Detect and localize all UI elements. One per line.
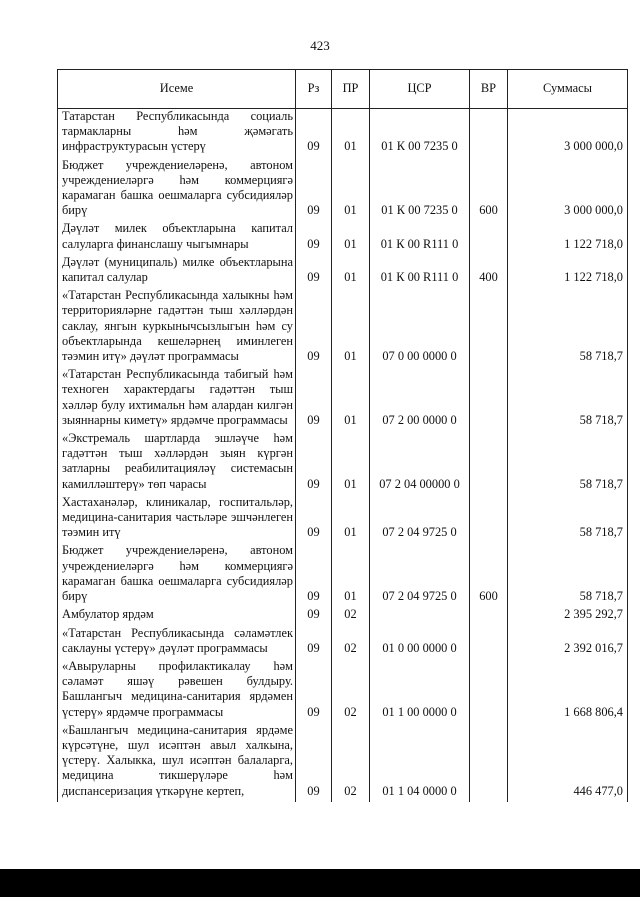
row-csr: 01 1 00 0000 0: [370, 659, 470, 723]
row-pr: 01: [332, 221, 370, 254]
row-rz: 09: [296, 221, 332, 254]
row-csr: 07 2 04 9725 0: [370, 495, 470, 544]
row-pr: 02: [332, 626, 370, 659]
table-body: [58, 109, 628, 802]
table-row: [58, 288, 628, 367]
row-pr: 01: [332, 431, 370, 495]
row-pr: 02: [332, 659, 370, 723]
budget-table: [57, 69, 628, 802]
row-csr: 07 0 00 0000 0: [370, 288, 470, 367]
header-pr: ПР: [332, 70, 370, 109]
row-vr: [470, 495, 508, 544]
table-row: [58, 607, 628, 625]
table-row: [58, 723, 628, 802]
row-vr: [470, 221, 508, 254]
row-vr: [470, 626, 508, 659]
row-csr: 07 2 04 9725 0: [370, 543, 470, 607]
table-row: [58, 221, 628, 254]
row-rz: 09: [296, 109, 332, 158]
row-name: Дәүләт (муниципаль) милке объектларына капитал салулар: [58, 255, 296, 288]
row-vr: 400: [470, 255, 508, 288]
row-sum: 1 668 806,4: [508, 659, 628, 723]
row-csr: 01 0 00 0000 0: [370, 626, 470, 659]
row-csr: 07 2 00 0000 0: [370, 367, 470, 431]
header-csr: ЦСР: [370, 70, 470, 109]
header-rz: Рз: [296, 70, 332, 109]
row-name: «Татарстан Республикасында халыкны һәм территорияләрне гадәттән тыш хәлләрдән саклау, янгын куркынычсызлыгын һәм су объектларында кешеләрнең иминлеген тәэмин итү» дәүләт программасы: [58, 288, 296, 367]
row-pr: 01: [332, 367, 370, 431]
row-csr: [370, 607, 470, 625]
row-rz: 09: [296, 607, 332, 625]
table-row: [58, 543, 628, 607]
row-pr: 01: [332, 109, 370, 158]
row-pr: 01: [332, 543, 370, 607]
row-name: «Авыруларны профилактикалау һәм сәламәт яшәү рәвешен булдыру. Башлангыч медицина-санитария ярдәмен үстерү» ярдәмче программасы: [58, 659, 296, 723]
row-sum: 58 718,7: [508, 288, 628, 367]
row-sum: 3 000 000,0: [508, 109, 628, 158]
row-vr: [470, 607, 508, 625]
row-sum: 58 718,7: [508, 495, 628, 544]
row-sum: 2 392 016,7: [508, 626, 628, 659]
row-csr: 01 К 00 R111 0: [370, 221, 470, 254]
row-vr: [470, 659, 508, 723]
table-row: [58, 158, 628, 222]
row-sum: 3 000 000,0: [508, 158, 628, 222]
header-sum: Суммасы: [508, 70, 628, 109]
row-name: «Башлангыч медицина-санитария ярдәме күрсәтүне, шул исәптән авыл халкына, үстерү. Халыкка, шул исәптән балаларга, медицина тикшерүләре һәм диспансеризация үткәрүне кертеп,: [58, 723, 296, 802]
row-csr: 01 К 00 R111 0: [370, 255, 470, 288]
row-pr: 02: [332, 607, 370, 625]
row-name: Татарстан Республикасында социаль тармакларны һәм җәмәгать инфраструктурасын үстерү: [58, 109, 296, 158]
table-header-row: [58, 70, 628, 109]
table-row: [58, 109, 628, 158]
row-pr: 01: [332, 255, 370, 288]
table-row: [58, 367, 628, 431]
row-vr: [470, 109, 508, 158]
row-pr: 01: [332, 495, 370, 544]
row-name: Бюджет учреждениеләренә, автоном учреждениеләргә һәм коммерциягә карамаган башка оешмаларга субсидияләр бирү: [58, 158, 296, 222]
scan-bottom-border: [0, 869, 640, 897]
row-rz: 09: [296, 288, 332, 367]
header-name: Исеме: [58, 70, 296, 109]
row-csr: 01 К 00 7235 0: [370, 158, 470, 222]
row-csr: 07 2 04 00000 0: [370, 431, 470, 495]
row-vr: [470, 431, 508, 495]
row-rz: 09: [296, 367, 332, 431]
table-row: [58, 255, 628, 288]
row-sum: 1 122 718,0: [508, 221, 628, 254]
row-sum: 58 718,7: [508, 367, 628, 431]
row-sum: 58 718,7: [508, 543, 628, 607]
row-name: Дәүләт милек объектларына капитал салуларга финанслашу чыгымнары: [58, 221, 296, 254]
row-pr: 02: [332, 723, 370, 802]
row-name: Хастаханәләр, клиникалар, госпитальләр, медицина-санитария частьләре эшчәнлеген тәэмин итү: [58, 495, 296, 544]
table-row: [58, 626, 628, 659]
row-sum: 446 477,0: [508, 723, 628, 802]
table-row: [58, 431, 628, 495]
row-sum: 1 122 718,0: [508, 255, 628, 288]
page-number: 423: [310, 38, 330, 53]
row-rz: 09: [296, 255, 332, 288]
row-rz: 09: [296, 626, 332, 659]
row-name: Бюджет учреждениеләренә, автоном учреждениеләргә һәм коммерциягә карамаган башка оешмаларга субсидияләр бирү: [58, 543, 296, 607]
row-csr: 01 1 04 0000 0: [370, 723, 470, 802]
row-rz: 09: [296, 659, 332, 723]
table-row: [58, 495, 628, 544]
row-vr: [470, 367, 508, 431]
header-vr: ВР: [470, 70, 508, 109]
row-pr: 01: [332, 288, 370, 367]
row-vr: 600: [470, 543, 508, 607]
row-vr: 600: [470, 158, 508, 222]
row-name: «Татарстан Республикасында сәламәтлек саклауны үстерү» дәүләт программасы: [58, 626, 296, 659]
row-sum: 2 395 292,7: [508, 607, 628, 625]
row-pr: 01: [332, 158, 370, 222]
table-row: [58, 659, 628, 723]
row-rz: 09: [296, 723, 332, 802]
row-name: Амбулатор ярдәм: [58, 607, 296, 625]
row-vr: [470, 288, 508, 367]
row-name: «Экстремаль шартларда эшләүче һәм гадәттән тыш хәлләрдән зыян күргән затларны реабилитацияләү системасын камилләштерү» төп чарасы: [58, 431, 296, 495]
row-rz: 09: [296, 158, 332, 222]
row-name: «Татарстан Республикасында табигый һәм техноген характердагы гадәттән тыш хәлләр булу ихтимальн һәм алардан килгән зыяннарны киметү» ярдәмче программасы: [58, 367, 296, 431]
row-csr: 01 К 00 7235 0: [370, 109, 470, 158]
row-sum: 58 718,7: [508, 431, 628, 495]
row-rz: 09: [296, 431, 332, 495]
row-rz: 09: [296, 543, 332, 607]
row-rz: 09: [296, 495, 332, 544]
row-vr: [470, 723, 508, 802]
